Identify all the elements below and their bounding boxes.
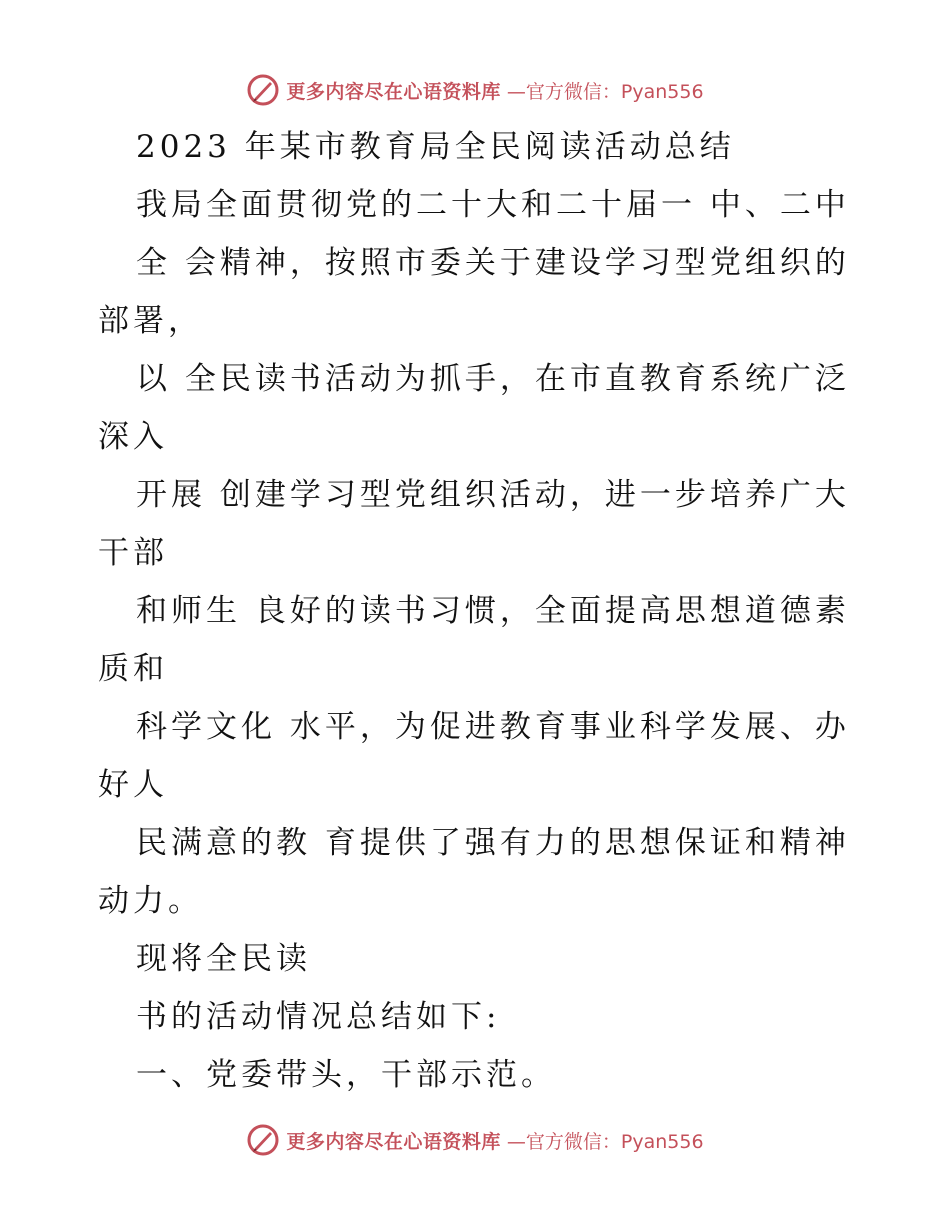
paragraph-line: 我局全面贯彻党的二十大和二十届一 中、二中 — [136, 187, 850, 223]
document-title: 2023 年某市教育局全民阅读活动总结 — [136, 129, 735, 165]
watermark-sub-text: —官方微信：Pyan556 — [506, 1130, 704, 1153]
paragraph-line: 质和 — [98, 651, 168, 687]
paragraph-line: 和师生 良好的读书习惯，全面提高思想道德素 — [136, 593, 850, 629]
header-watermark — [0, 70, 950, 110]
quill-logo-icon — [246, 1123, 280, 1157]
paragraph-line: 干部 — [98, 535, 168, 571]
paragraph-line: 以 全民读书活动为抓手，在市直教育系统广泛 — [136, 361, 850, 397]
quill-logo-icon — [246, 73, 280, 107]
paragraph-line: 民满意的教 育提供了强有力的思想保证和精神 — [136, 825, 850, 861]
paragraph-line: 现将全民读 — [136, 941, 311, 977]
paragraph-line: 书的活动情况总结如下: — [136, 999, 501, 1035]
watermark-sub-text: —官方微信：Pyan556 — [506, 80, 704, 103]
paragraph-line: 动力。 — [98, 883, 203, 919]
paragraph-line: 全 会精神，按照市委关于建设学习型党组织的 — [136, 245, 850, 281]
watermark-main-text: 更多内容尽在心语资料库 — [286, 80, 501, 103]
paragraph-line: 科学文化 水平，为促进教育事业科学发展、办 — [136, 709, 850, 745]
watermark-main-text: 更多内容尽在心语资料库 — [286, 1130, 501, 1153]
footer-watermark — [0, 1120, 950, 1160]
paragraph-line: 开展 创建学习型党组织活动，进一步培养广大 — [136, 477, 850, 513]
paragraph-line: 好人 — [98, 767, 168, 803]
section-heading: 一、党委带头，干部示范。 — [136, 1057, 556, 1093]
paragraph-line: 部署， — [98, 303, 203, 339]
paragraph-line: 深入 — [98, 419, 168, 455]
